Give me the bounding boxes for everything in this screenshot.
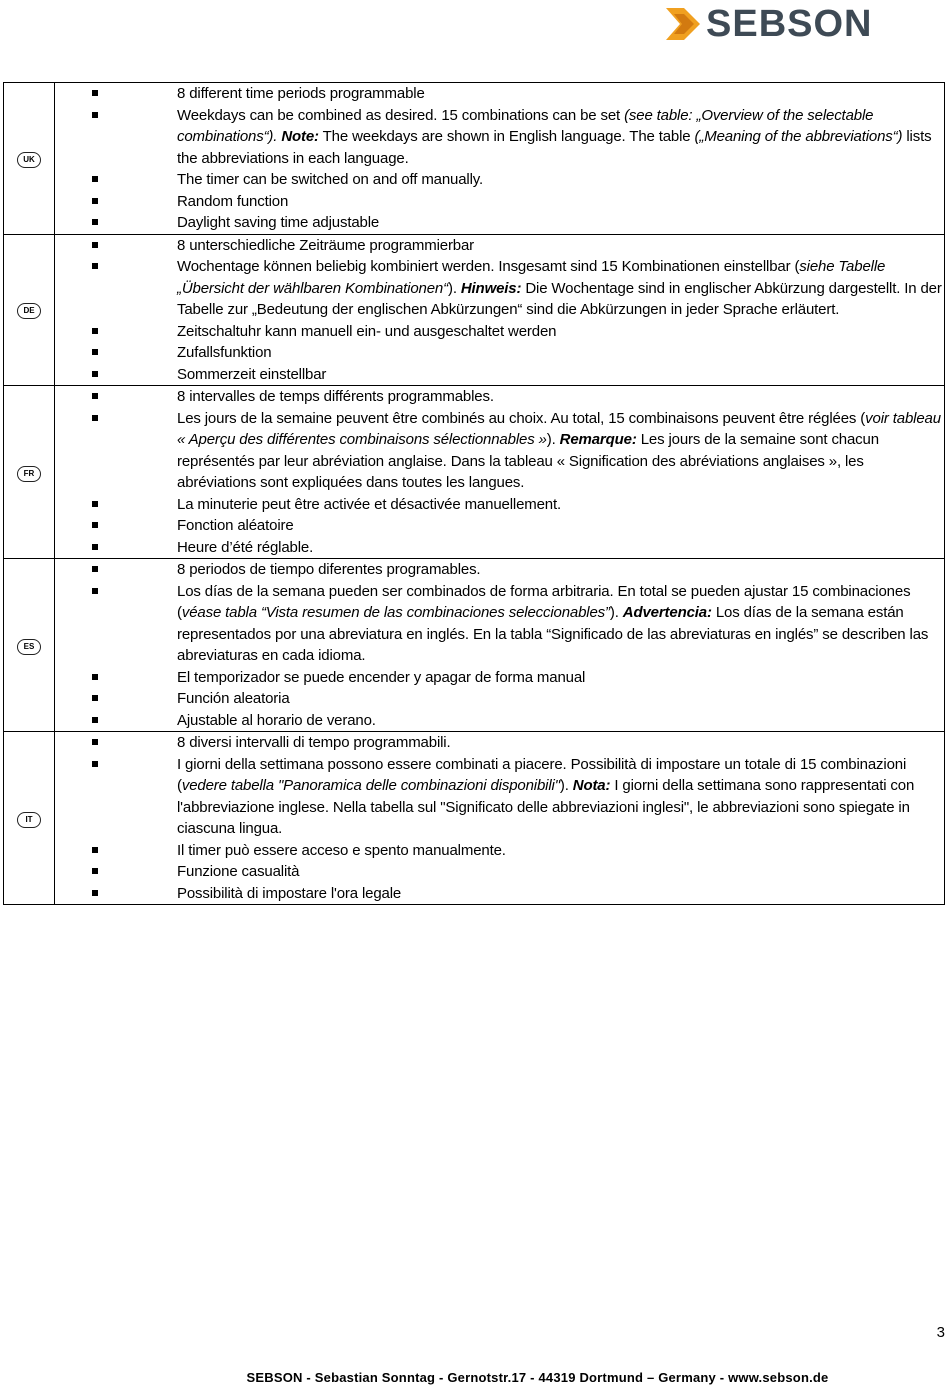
logo-text: SEBSON	[706, 3, 873, 45]
list-item-text: Remarque:	[559, 431, 637, 448]
feature-table	[3, 82, 945, 905]
list-item-text: Advertencia:	[622, 604, 712, 621]
feature-list-cell	[55, 386, 945, 559]
feature-list	[55, 559, 944, 731]
language-flag-icon: ES	[17, 639, 41, 655]
list-item	[55, 235, 944, 257]
list-item	[55, 710, 944, 732]
list-item	[55, 754, 944, 840]
list-item	[55, 667, 944, 689]
list-item	[55, 169, 944, 191]
list-item	[55, 537, 944, 559]
list-item	[55, 342, 944, 364]
list-item-text: Daylight saving time adjustable	[177, 214, 380, 231]
list-item	[55, 883, 944, 905]
list-item-text: Zufallsfunktion	[177, 344, 272, 361]
flag-cell	[4, 234, 55, 386]
feature-list	[55, 235, 944, 386]
list-item-text: lists the abbreviations in each language.	[177, 128, 932, 167]
list-item-text: Weekdays can be combined as desired. 15 combinations can be set	[177, 106, 625, 124]
feature-list	[55, 386, 944, 558]
language-row-es	[4, 559, 945, 732]
list-item-text: Les jours de la semaine peuvent être combinés au choix. Au total, 15 combinaisons peuvent être réglées (	[177, 409, 866, 427]
list-item	[55, 559, 944, 581]
list-item-text: El temporizador se puede encender y apagar de forma manual	[177, 668, 586, 686]
feature-list-cell	[55, 234, 945, 386]
list-item-text: Die Wochentage sind in englischer Abkürzung dargestellt. In der Tabelle zur „Bedeutung der englischen Abkürzungen“ sind die Abkürzungen in jeder Sprache erläutert.	[177, 279, 942, 318]
page-number: 3	[936, 1324, 945, 1341]
feature-list	[55, 83, 944, 234]
language-row-uk	[4, 83, 945, 235]
list-item-text: Heure d’été réglable.	[177, 538, 314, 556]
feature-list	[55, 732, 944, 904]
flag-cell	[4, 386, 55, 559]
list-item-text: ).	[447, 279, 461, 297]
list-item-text: 8 different time periods programmable	[177, 85, 425, 102]
language-row-fr	[4, 386, 945, 559]
language-flag-icon: UK	[17, 152, 41, 168]
list-item-text: ).	[609, 604, 623, 621]
list-item-text: Ajustable al horario de verano.	[177, 711, 376, 729]
language-flag-icon: FR	[17, 466, 41, 482]
list-item-text: I giorni della settimana sono rappresentati con l'abbreviazione inglese. Nella tabella sul "Significato delle abbreviazioni inglesi", le abbreviazioni sono spiegate in ciascuna lingua.	[177, 777, 915, 837]
feature-list-cell	[55, 83, 945, 235]
list-item	[55, 105, 944, 170]
list-item	[55, 515, 944, 537]
list-item	[55, 408, 944, 494]
flag-cell	[4, 732, 55, 905]
list-item	[55, 840, 944, 862]
list-item-text: The timer can be switched on and off manually.	[177, 171, 484, 188]
list-item	[55, 494, 944, 516]
list-item-text: Los días de la semana están representados por una abreviatura en inglés. En la tabla “Significado de las abreviaturas en inglés” se describen las abreviaturas en cada idioma.	[177, 604, 929, 664]
list-item	[55, 364, 944, 386]
list-item	[55, 321, 944, 343]
list-item-text: 8 unterschiedliche Zeiträume programmierbar	[177, 236, 475, 254]
list-item-text: voir tableau « Aperçu des différentes combinaisons sélectionnables »	[177, 409, 941, 448]
list-item-text: siehe Tabelle „Übersicht der wählbaren Kombinationen“	[177, 258, 886, 297]
list-item-text: Los días de la semana pueden ser combinados de forma arbitraria. En total se pueden ajustar 15 combinaciones (	[177, 582, 911, 621]
list-item	[55, 191, 944, 213]
list-item	[55, 212, 944, 234]
list-item-text: ).	[546, 431, 560, 448]
list-item-text: („Meaning of the abbreviations“)	[694, 128, 903, 145]
list-item-text: Fonction aléatoire	[177, 517, 294, 534]
list-item-text: Il timer può essere acceso e spento manualmente.	[177, 841, 506, 859]
list-item-text: I giorni della settimana possono essere combinati a piacere. Possibilità di impostare un totale di 15 combinazioni (	[177, 755, 907, 794]
list-item-text: (see table: „Overview of the selectable combinations“).	[177, 106, 874, 145]
list-item	[55, 581, 944, 667]
list-item-text: Zeitschaltuhr kann manuell ein- und ausgeschaltet werden	[177, 322, 557, 340]
list-item-text: vedere tabella "Panoramica delle combinazioni disponibili"	[181, 777, 560, 794]
language-flag-icon: IT	[17, 812, 41, 828]
list-item-text: Hinweis:	[460, 279, 522, 297]
list-item-text: véase tabla “Vista resumen de las combinaciones seleccionables”	[181, 604, 610, 621]
language-row-de	[4, 234, 945, 386]
language-row-it	[4, 732, 945, 905]
list-item-text: 8 intervalles de temps différents programmables.	[177, 388, 494, 405]
sebson-logo	[664, 4, 904, 46]
list-item-text: Nota:	[572, 777, 611, 794]
list-item-text: 8 diversi intervalli di tempo programmabili.	[177, 734, 451, 751]
list-item-text: Wochentage können beliebig kombiniert werden. Insgesamt sind 15 Kombinationen einstellbar (	[177, 258, 800, 275]
list-item	[55, 83, 944, 105]
list-item	[55, 688, 944, 710]
language-flag-icon: DE	[17, 303, 41, 319]
list-item-text: The weekdays are shown in English language. The table	[318, 128, 695, 145]
list-item	[55, 386, 944, 408]
list-item-text: La minuterie peut être activée et désactivée manuellement.	[177, 495, 562, 513]
list-item-text: 8 periodos de tiempo diferentes programables.	[177, 561, 481, 578]
feature-list-cell	[55, 559, 945, 732]
list-item	[55, 256, 944, 321]
list-item-text: Possibilità di impostare l'ora legale	[177, 884, 402, 902]
list-item-text: Función aleatoria	[177, 690, 290, 707]
feature-list-cell	[55, 732, 945, 905]
list-item-text: Random function	[177, 192, 289, 210]
list-item	[55, 732, 944, 754]
list-item-text: ).	[559, 777, 573, 794]
logo-arrow-icon	[664, 6, 704, 42]
list-item-text: Note:	[281, 128, 319, 145]
list-item-text: Les jours de la semaine sont chacun représentés par leur abréviation anglaise. Dans la tableau « Signification des abréviations anglaises », les abréviations sont expliquées dans toutes les langues.	[177, 431, 879, 491]
footer: SEBSON - Sebastian Sonntag - Gernotstr.17 - 44319 Dortmund – Germany - www.sebson.de	[246, 1370, 829, 1385]
flag-cell	[4, 83, 55, 235]
list-item-text: Funzione casualità	[177, 863, 300, 880]
list-item-text: Sommerzeit einstellbar	[177, 365, 327, 383]
flag-cell	[4, 559, 55, 732]
list-item	[55, 861, 944, 883]
